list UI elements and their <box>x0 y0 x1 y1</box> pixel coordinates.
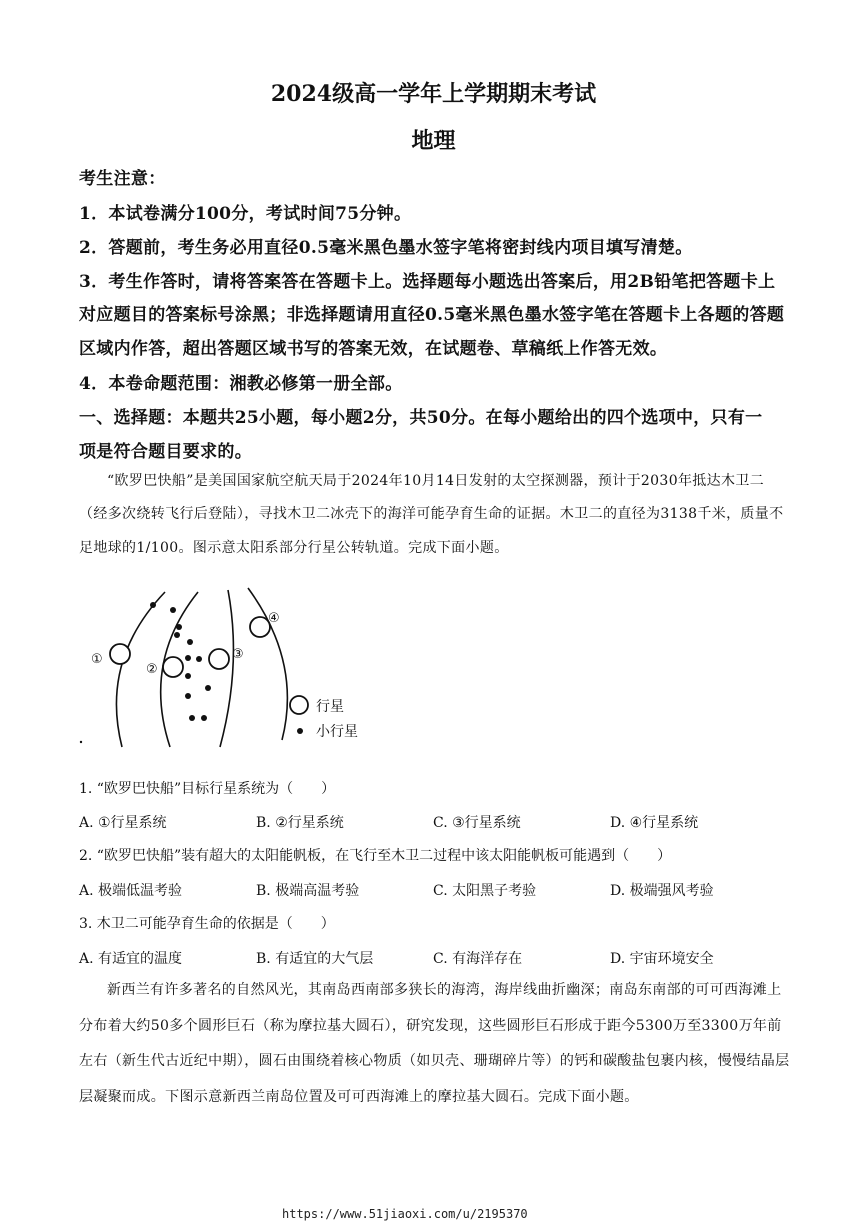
question-1-option-b: B. ②行星系统 <box>256 815 344 831</box>
asteroid <box>196 656 202 662</box>
asteroid <box>185 655 191 661</box>
question-2-option-a: A. 极端低温考验 <box>79 883 183 899</box>
question-1-stem: 1. “欧罗巴快船”目标行星系统为（ ） <box>79 781 336 797</box>
section-heading: 一、选择题：本题共25小题，每小题2分，共50分。在每小题给出的四个选项中，只有一 <box>79 408 763 428</box>
question-3-option-a: A. 有适宜的温度 <box>79 951 183 967</box>
question-2-option-b: B. 极端高温考验 <box>256 883 360 899</box>
asteroid <box>150 602 156 608</box>
planet-3 <box>209 649 229 669</box>
legend-asteroid-label: 小行星 <box>316 724 358 740</box>
notice-item: 区域内作答，超出答题区域书写的答案无效，在试题卷、草稿纸上作答无效。 <box>79 339 668 359</box>
section-heading-cont: 项是符合题目要求的。 <box>79 442 252 462</box>
notice-item: 2．答题前，考生务必用直径0.5毫米黑色墨水签字笔将密封线内项目填写清楚。 <box>79 238 693 258</box>
asteroid <box>170 607 176 613</box>
notice-item: 对应题目的答案标号涂黑；非选择题请用直径0.5毫米黑色墨水签字笔在答题卡上各题的答题 <box>79 305 785 325</box>
question-3-option-d: D. 宇宙环境安全 <box>610 951 714 967</box>
question-1-option-a: A. ①行星系统 <box>79 815 167 831</box>
subject-title: 地理 <box>411 128 456 154</box>
notice-heading: 考生注意： <box>79 169 166 189</box>
asteroid <box>187 639 193 645</box>
question-1-option-d: D. ④行星系统 <box>610 815 699 831</box>
planet-orbit-diagram <box>70 580 390 750</box>
planet-4 <box>250 617 270 637</box>
asteroid <box>189 715 195 721</box>
legend-asteroid-symbol <box>297 728 303 734</box>
passage-2: 新西兰有许多著名的自然风光，其南岛西南部多狭长的海湾，海岸线曲折幽深；南岛东南部的可可西海滩上分布着大约50多个圆形巨石（称为摩拉基大圆石），研究发现，这些圆形巨石形成于距今5300万至3300万年前左右（新生代古近纪中期），圆石由围绕着核心物质（如贝壳、珊瑚碎片等）的钙和碳酸盐包裹内核，慢慢结晶层层凝聚而成。下图示意新西兰南岛位置及可可西海滩上的摩拉基大圆石。完成下面小题。 <box>79 982 790 1105</box>
legend-planet-symbol <box>290 696 308 714</box>
question-2-option-c: C. 太阳黑子考验 <box>433 883 537 899</box>
question-3-option-c: C. 有海洋存在 <box>433 951 523 967</box>
asteroid <box>176 624 182 630</box>
planet-2 <box>163 657 183 677</box>
exam-title: 2024级高一学年上学期期末考试 <box>270 81 597 107</box>
question-2-option-d: D. 极端强风考验 <box>610 883 714 899</box>
asteroid <box>205 685 211 691</box>
notice-item: 1．本试卷满分100分，考试时间75分钟。 <box>79 204 412 224</box>
question-1-option-c: C. ③行星系统 <box>433 815 521 831</box>
planet-label-3: ③ <box>232 647 244 662</box>
notice-item: 3．考生作答时，请将答案答在答题卡上。选择题每小题选出答案后，用2B铅笔把答题卡上 <box>79 272 776 292</box>
planet-1 <box>110 644 130 664</box>
planet-label-2: ② <box>146 662 158 677</box>
question-2-stem: 2. “欧罗巴快船”装有超大的太阳能帆板，在飞行至木卫二过程中该太阳能帆板可能遇到（ ） <box>79 848 672 864</box>
asteroid <box>201 715 207 721</box>
stray-mark <box>80 741 82 743</box>
passage-1: “欧罗巴快船”是美国国家航空航天局于2024年10月14日发射的太空探测器，预计于2030年抵达木卫二（经多次绕转飞行后登陆），寻找木卫二冰壳下的海洋可能孕育生命的证据。木卫二的直径为3138千米，质量不足地球的1/100。图示意太阳系部分行星公转轨道。完成下面小题。 <box>79 473 784 556</box>
question-3-option-b: B. 有适宜的大气层 <box>256 951 374 967</box>
asteroid <box>185 693 191 699</box>
asteroid <box>185 673 191 679</box>
planet-label-4: ④ <box>268 611 280 626</box>
legend-planet-label: 行星 <box>316 699 344 715</box>
question-3-stem: 3. 木卫二可能孕育生命的依据是（ ） <box>79 916 335 932</box>
footer-url[interactable]: https://www.51jiaoxi.com/u/2195370 <box>282 1207 528 1221</box>
notice-item: 4．本卷命题范围：湘教必修第一册全部。 <box>79 374 403 394</box>
asteroid <box>174 632 180 638</box>
planet-label-1: ① <box>91 652 103 667</box>
orbit-1 <box>116 592 165 747</box>
